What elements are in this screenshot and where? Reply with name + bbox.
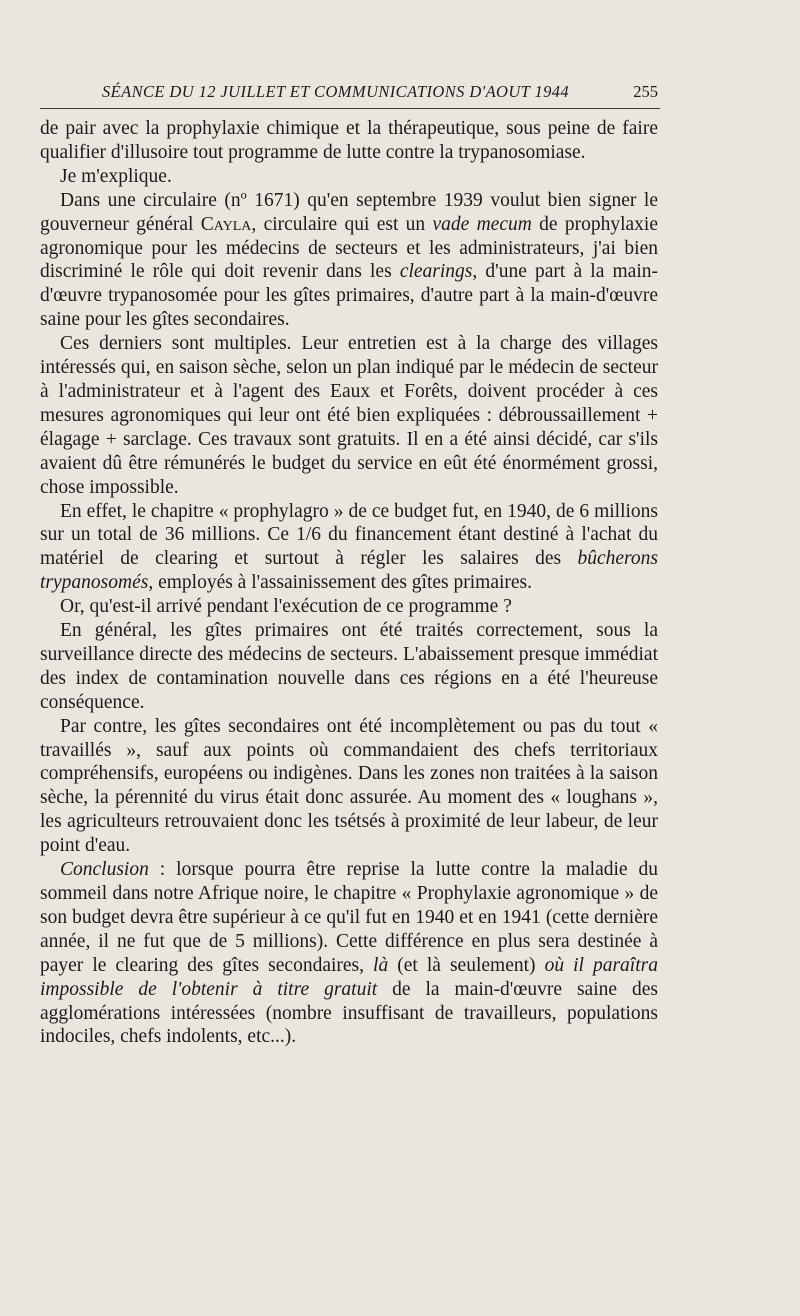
text-run: Ces derniers sont multiples. Leur entretien est à la charge des villages intéressés qui, en saison sèche, selon un plan indiqué par le médecin de secteur à l'administrateur et à l'agent des Eaux et Forêts, doivent procéder à ces mesures agronomiques qui leur ont été bien expliquées : débroussaillement + élagage + sarclage. Ces travaux sont gratuits. Il en a été ainsi décidé, car s'ils avaient dû être rémunérés le budget du service en eût été énormément grossi, chose impossible. xyxy=(40,333,658,498)
text-run: , employés à l'assainissement des gîtes primaires. xyxy=(148,572,533,594)
paragraph xyxy=(40,619,658,715)
text-run: de pair avec la prophylaxie chimique et la thérapeutique, sous peine de faire qualifier d'illusoire tout programme de lutte contre la trypanosomiase. xyxy=(40,118,658,163)
text-run: , d'une part à la main-d'œuvre trypanosomée pour les gîtes primaires, d'autre part à la main-d'œuvre saine pour les gîtes secondaires. xyxy=(40,261,659,331)
paragraph xyxy=(40,595,658,619)
paragraph xyxy=(40,715,658,858)
running-title: SÉANCE DU 12 JUILLET ET COMMUNICATIONS D'AOUT 1944 xyxy=(102,82,570,101)
text-run: de la main-d'œuvre saine des agglomérations intéressées (nombre insuffisant de travailleurs, populations indociles, chefs indolents, etc...). xyxy=(40,978,658,1048)
text-run: Dans une circulaire (nº 1671) qu'en septembre 1939 voulut bien signer le gouverneur général xyxy=(40,189,658,235)
body-text xyxy=(40,117,658,1049)
text-run: Par contre, les gîtes secondaires ont été incomplètement ou pas du tout « travaillés », sauf aux points où commandaient des chefs territoriaux compréhensifs, européens ou indigènes. Dans les zones non traitées à la saison sèche, la pérennité du virus était donc assurée. Au moment des « loughans », les agriculteurs retrouvaient donc les tsétsés à proximité de leur labeur, de leur point d'eau. xyxy=(40,715,658,857)
text-run: En général, les gîtes primaires ont été traités correctement, sous la surveillance directe des médecins de secteurs. L'abaissement presque immédiat des index de contamination nouvelle dans ces régions en a été l'heureuse conséquence. xyxy=(40,620,658,713)
text-run: , circulaire qui est un xyxy=(251,213,433,235)
text-run: (et là seulement) xyxy=(388,954,545,976)
italic-text: clearings xyxy=(399,261,473,283)
small-caps-text: Cayla xyxy=(200,213,252,235)
paragraph xyxy=(40,858,658,1049)
page-number: 255 xyxy=(633,82,658,101)
text-run: : lorsque pourra être reprise la lutte contre la maladie du sommeil dans notre Afrique noire, le chapitre « Prophylaxie agronomique » de son budget devra être supérieur à ce qu'il fut en 1940 et en 1941 (cette dernière année, il ne fut que de 5 millions). Cette différence en plus sera destinée à payer le clearing des gîtes secondaires, xyxy=(40,859,658,976)
paragraph xyxy=(40,117,658,165)
italic-text: vade mecum xyxy=(432,213,532,235)
italic-text: bûcherons trypanosomés xyxy=(40,548,658,594)
text-run: Or, qu'est-il arrivé pendant l'exécution de ce programme ? xyxy=(60,596,512,618)
paragraph xyxy=(40,189,658,332)
text-run: de prophylaxie agronomique pour les médecins de secteurs et les administrateurs, j'ai bien discriminé le rôle qui doit revenir dans les xyxy=(40,213,658,283)
paragraph xyxy=(40,500,658,596)
text-run: En effet, le chapitre « prophylagro » de ce budget fut, en 1940, de 6 millions sur un total de 36 millions. Ce 1/6 du financement étant destiné à l'achat du matériel de clearing et surtout à régler les salaires des xyxy=(40,500,658,570)
running-header xyxy=(40,78,660,109)
paragraph xyxy=(40,332,658,499)
italic-text: où il paraîtra impossible de l'obtenir à titre gratuit xyxy=(40,954,658,1000)
italic-text: là xyxy=(373,954,389,976)
italic-text: Conclusion xyxy=(60,859,149,881)
text-run: Je m'explique. xyxy=(60,165,172,187)
paragraph xyxy=(40,165,658,189)
